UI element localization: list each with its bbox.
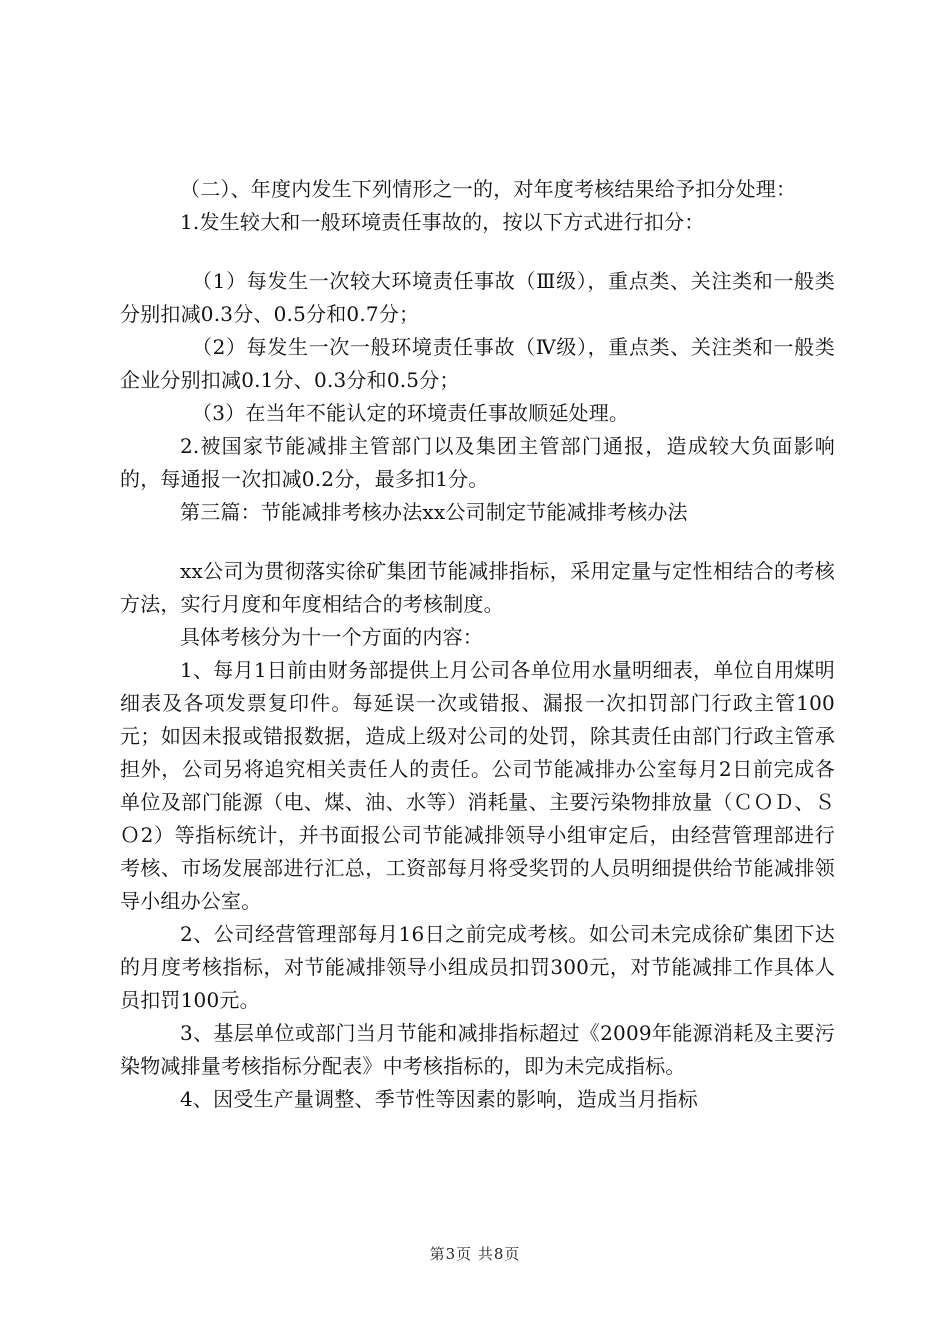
intro-paragraph: xx公司为贯彻落实徐矿集团节能减排指标，采用定量与定性相结合的考核方法，实行月度和年度相结合的考核制度。 <box>120 559 835 616</box>
item-1-heading: 1.发生较大和一般环境责任事故的，按以下方式进行扣分： <box>180 210 705 234</box>
rule-4: 4、因受生产量调整、季节性等因素的影响，造成当月指标 <box>180 1087 698 1111</box>
chapter-title: 第三篇：节能减排考核办法xx公司制定节能减排考核办法 <box>180 500 688 524</box>
rule-1: 1、每月1日前由财务部提供上月公司各单位用水量明细表，单位自用煤明细表及各项发票复印件。每延误一次或错报、漏报一次扣罚部门行政主管100元；如因未报或错报数据，造成上级对公司的处罚，除其责任由部门行政主管承担外，公司另将追究相关责任人的责任。公司节能减排办公室每月2日前完成各单位及部门能源（电、煤、油、水等）消耗量、主要污染物排放量（ＣＯＤ、ＳＯ2）等指标统计，并书面报公司节能减排领导小组审定后，由经营管理部进行考核、市场发展部进行汇总，工资部每月将受奖罚的人员明细提供给节能减排领导小组办公室。 <box>120 658 835 913</box>
subitem-1: （1）每发生一次较大环境责任事故（Ⅲ级），重点类、关注类和一般类分别扣减0.3分、0.5分和0.7分； <box>120 269 835 326</box>
content-overview: 具体考核分为十一个方面的内容： <box>180 625 483 649</box>
page-number: 第3页 共8页 <box>429 1245 521 1263</box>
document-body <box>120 173 835 1116</box>
item-2: 2.被国家节能减排主管部门以及集团主管部门通报，造成较大负面影响的，每通报一次扣减0.2分，最多扣1分。 <box>120 434 835 491</box>
section-heading-2: （二）、年度内发生下列情形之一的，对年度考核结果给予扣分处理： <box>180 177 797 201</box>
rule-3: 3、基层单位或部门当月节能和减排指标超过《2009年能源消耗及主要污染物减排量考核指标分配表》中考核指标的，即为未完成指标。 <box>120 1021 835 1078</box>
subitem-2: （2）每发生一次一般环境责任事故（Ⅳ级），重点类、关注类和一般类企业分别扣减0.1分、0.3分和0.5分； <box>120 335 835 392</box>
subitem-3: （3）在当年不能认定的环境责任事故顺延处理。 <box>192 401 630 425</box>
rule-2: 2、公司经营管理部每月16日之前完成考核。如公司未完成徐矿集团下达的月度考核指标，对节能减排领导小组成员扣罚300元，对节能减排工作具体人员扣罚100元。 <box>120 922 835 1012</box>
